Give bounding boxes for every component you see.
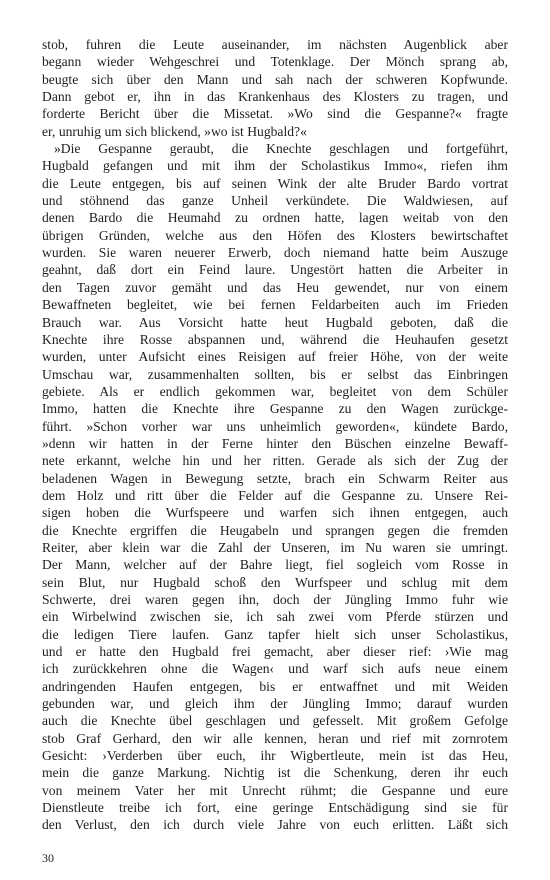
text-line: er, unruhig um sich blickend, »wo ist Hugbald?« (42, 123, 307, 139)
body-text (42, 36, 508, 834)
text-line: Der Mann, welcher auf der Bahre liegt, fiel sogleich vom Rosse in (42, 557, 508, 573)
page-number: 30 (42, 851, 54, 865)
text-line: »denn wir hatten in der Ferne hinter den Büschen einzelne Bewaff- (42, 435, 508, 451)
text-line: geahnt, daß dort ein Feind laure. Ungestört hatten die Arbeiter in (42, 262, 508, 278)
text-line: übrigen Gründen, welche aus den Höfen des Klosters bewirtschaftet (42, 227, 508, 243)
text-line: Brauch war. Aus Vorsicht hatte heut Hugbald geboten, daß die (42, 314, 508, 330)
text-line: denen Bardo die Heumahd zu ordnen hatte, lagen weitab von den (42, 210, 508, 226)
text-line: begann wieder Wehgeschrei und Totenklage. Der Mönch sprang ab, (42, 54, 508, 70)
text-line: forderte Bericht über die Missetat. »Wo sind die Gespanne?« fragte (42, 106, 508, 122)
text-line: stob, fuhren die Leute auseinander, im nächsten Augenblick aber (42, 37, 508, 52)
text-line: Gesicht: ›Verderben über euch, ihr Wigbertleute, mein ist das Heu, (42, 748, 508, 764)
text-line: Schwerte, drei waren gegen ihn, doch der Jüngling Immo fuhr wie (42, 592, 508, 607)
text-line: stob Graf Gerhard, den wir alle kennen, heran und rief mit zornrotem (42, 730, 508, 746)
text-line: Dann gebot er, ihn in das Krankenhaus des Klosters zu tragen, und (42, 89, 508, 105)
text-line: wurden. Sie waren neuerer Erwerb, doch niemand hatte beim Auszuge (42, 245, 508, 261)
text-line: Hugbald gefangen und mit ihm der Scholastikus Immo«, riefen ihm (42, 158, 508, 174)
paragraph (42, 140, 508, 834)
text-line: gebunden war, und gleich ihm der Jüngling Immo; darauf wurden (42, 696, 508, 712)
text-line: Reiter, aber klein war die Zahl der Unseren, im Nu waren sie umringt. (42, 539, 508, 555)
text-line: »Die Gespanne geraubt, die Knechte geschlagen und fortgeführt, (54, 141, 508, 157)
text-line: dem Holz und ritt über die Felder auf die Gespanne zu. Unsere Rei- (42, 487, 508, 503)
text-line: beladenen Wagen in Bewegung setzte, brach ein Schwarm Reiter aus (42, 470, 508, 486)
text-line: führt. »Schon vorher war uns unheimlich geworden«, kündete Bardo, (42, 418, 508, 434)
paragraph (42, 36, 508, 140)
text-line: Immo, hatten die Knechte ihre Gespanne zu den Wagen zurückge- (42, 401, 508, 417)
text-line: mein die ganze Markung. Nichtig ist die Schenkung, deren ihr euch (42, 765, 508, 781)
text-line: Umschau war, zusammenhalten sollten, bis er selbst das Einbringen (42, 366, 508, 382)
text-line: die Leute entgegen, bis auf seinen Wink der alte Bruder Bardo vortrat (42, 175, 508, 191)
text-line: wurden, unter Aufsicht eines Reisigen auf freier Höhe, von der weite (42, 349, 508, 365)
text-line: auch die Knechte übel geschlagen und gefesselt. Mit großem Gefolge (42, 713, 508, 729)
text-line: Knechte ihre Rosse abspannen und, während die Heuhaufen gesetzt (42, 331, 508, 347)
text-line: Bewaffneten begleitet, wie bei fernen Feldarbeiten auch im Frieden (42, 297, 508, 313)
text-line: von meinem Vater her mit Unrecht rühmt; die Gespanne und eure (42, 782, 508, 798)
text-line: die Knechte ergriffen die Heugabeln und sprangen gegen die fremden (42, 522, 508, 538)
text-line: den Tagen zuvor gemäht und das Heu gewendet, nur von einem (42, 279, 508, 295)
text-line: und stöhnend das ganze Unheil verkündete. Die Waldwiesen, auf (42, 193, 508, 209)
text-line: andringenden Haufen entgegen, bis er entwaffnet und mit Weiden (42, 678, 508, 694)
text-line: beugte sich über den Mann und sah nach der schweren Kopfwunde. (42, 71, 508, 87)
text-line: den Verlust, den ich durch viele Jahre von euch erlitten. Läßt sich (42, 817, 508, 833)
text-line: und er hatte den Hugbald frei gemacht, aber dieser rief: ›Wie mag (42, 644, 508, 660)
text-line: die ledigen Tiere laufen. Ganz tapfer hielt sich unser Scholastikus, (42, 626, 508, 642)
text-line: sein Blut, nur Hugbald schoß den Wurfspeer und schlug mit dem (42, 574, 508, 590)
text-line: ich zurückkehren ohne die Wagen‹ und warf sich aufs neue einem (42, 661, 508, 677)
text-line: Dienstleute treibe ich fort, eine geringe Entschädigung sind sie für (42, 800, 508, 816)
text-line: sigen hoben die Wurfspeere und warfen sich ihnen entgegen, auch (42, 505, 508, 521)
text-line: nete erkannt, welche hin und her ritten. Gerade als sich der Zug der (42, 453, 508, 469)
text-line: gebiete. Als er endlich gekommen war, begleitet von dem Schüler (42, 383, 508, 399)
text-line: ein Wirbelwind zwischen sie, ich sah zwei vom Pferde stürzen und (42, 609, 508, 625)
